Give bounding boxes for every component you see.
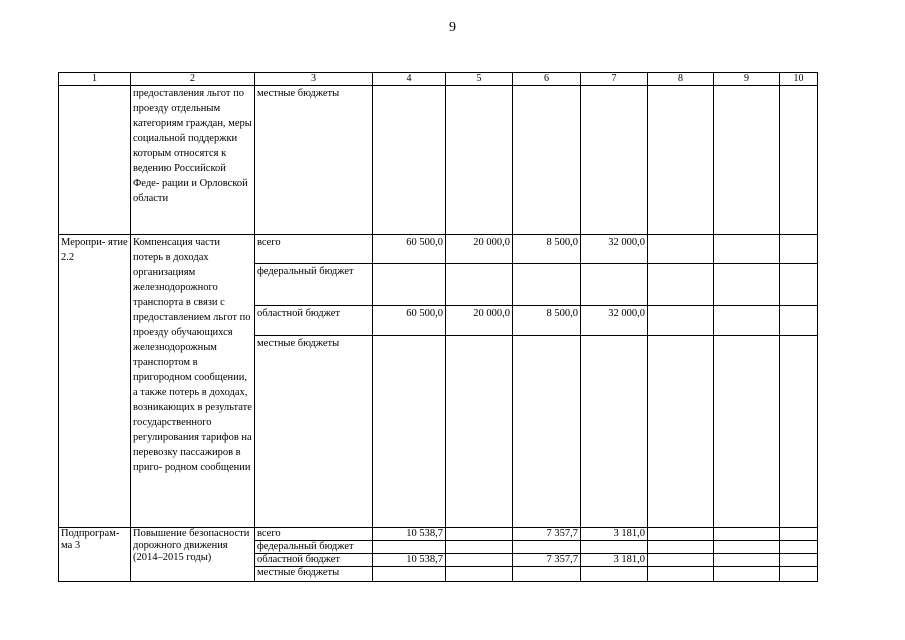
value-cell <box>780 336 818 528</box>
value-cell <box>714 306 780 336</box>
header-row <box>59 73 818 86</box>
value-cell <box>446 86 513 235</box>
value-cell <box>714 86 780 235</box>
value-cell <box>581 86 648 235</box>
value-cell <box>780 264 818 306</box>
value-cell <box>648 567 714 582</box>
item-description: Компенсация части потерь в доходах организациям железнодорожного транспорта в связи с предоставлением льгот по проезду обучающихся железнодорожным транспортом в пригородном сообщении, а также потерь в доходах, возникающих в результате государственного регулирования тарифов на перевозку пассажиров в приго- родном сообщении <box>131 235 255 528</box>
value-cell <box>780 541 818 554</box>
column-header: 2 <box>131 73 255 86</box>
value-cell <box>581 264 648 306</box>
column-header: 1 <box>59 73 131 86</box>
funding-source: областной бюджет <box>255 306 373 336</box>
column-header: 4 <box>373 73 446 86</box>
value-cell: 60 500,0 <box>373 235 446 264</box>
funding-source: федеральный бюджет <box>255 264 373 306</box>
value-cell <box>446 336 513 528</box>
value-cell: 32 000,0 <box>581 306 648 336</box>
value-cell <box>446 554 513 567</box>
column-header: 9 <box>714 73 780 86</box>
funding-source: федеральный бюджет <box>255 541 373 554</box>
column-header: 10 <box>780 73 818 86</box>
column-header: 5 <box>446 73 513 86</box>
table-row <box>59 528 818 541</box>
value-cell <box>714 541 780 554</box>
value-cell <box>780 306 818 336</box>
column-header: 8 <box>648 73 714 86</box>
item-code-cell: Меропри- ятие 2.2 <box>59 235 131 528</box>
value-cell: 3 181,0 <box>581 554 648 567</box>
value-cell: 8 500,0 <box>513 235 581 264</box>
value-cell <box>714 235 780 264</box>
column-header: 3 <box>255 73 373 86</box>
value-cell <box>648 554 714 567</box>
value-cell <box>581 567 648 582</box>
value-cell <box>513 264 581 306</box>
funding-source: местные бюджеты <box>255 567 373 582</box>
value-cell <box>446 567 513 582</box>
item-description: предоставления льгот по проезду отдельным категориям граждан, меры социальной поддержки которым относятся к ведению Российской Феде- рации и Орловской области <box>131 86 255 235</box>
value-cell: 32 000,0 <box>581 235 648 264</box>
value-cell <box>373 541 446 554</box>
value-cell: 8 500,0 <box>513 306 581 336</box>
value-cell <box>714 336 780 528</box>
value-cell <box>714 567 780 582</box>
value-cell <box>373 336 446 528</box>
table-row <box>59 235 818 264</box>
value-cell <box>513 86 581 235</box>
funding-source: местные бюджеты <box>255 336 373 528</box>
value-cell: 20 000,0 <box>446 235 513 264</box>
page-number: 9 <box>449 20 456 35</box>
item-code-cell: Подпрограм- ма 3 <box>59 528 131 582</box>
value-cell <box>373 86 446 235</box>
item-description: Повышение безопасности дорожного движения (2014–2015 годы) <box>131 528 255 582</box>
value-cell <box>648 306 714 336</box>
value-cell <box>780 567 818 582</box>
value-cell: 60 500,0 <box>373 306 446 336</box>
value-cell <box>780 554 818 567</box>
value-cell <box>373 567 446 582</box>
value-cell: 10 538,7 <box>373 554 446 567</box>
value-cell <box>513 336 581 528</box>
value-cell: 10 538,7 <box>373 528 446 541</box>
value-cell: 3 181,0 <box>581 528 648 541</box>
value-cell: 7 357,7 <box>513 554 581 567</box>
funding-source: областной бюджет <box>255 554 373 567</box>
funding-source: местные бюджеты <box>255 86 373 235</box>
value-cell <box>780 86 818 235</box>
value-cell <box>513 541 581 554</box>
value-cell <box>648 336 714 528</box>
table-row <box>59 86 818 235</box>
value-cell <box>648 528 714 541</box>
value-cell: 7 357,7 <box>513 528 581 541</box>
value-cell <box>648 86 714 235</box>
value-cell <box>714 554 780 567</box>
value-cell <box>648 541 714 554</box>
value-cell <box>581 541 648 554</box>
funding-source: всего <box>255 528 373 541</box>
value-cell <box>513 567 581 582</box>
value-cell <box>714 528 780 541</box>
value-cell <box>446 264 513 306</box>
value-cell <box>780 235 818 264</box>
value-cell <box>373 264 446 306</box>
value-cell <box>648 235 714 264</box>
value-cell <box>780 528 818 541</box>
value-cell <box>714 264 780 306</box>
value-cell <box>648 264 714 306</box>
column-header: 6 <box>513 73 581 86</box>
column-header: 7 <box>581 73 648 86</box>
value-cell: 20 000,0 <box>446 306 513 336</box>
budget-table <box>58 72 818 582</box>
funding-source: всего <box>255 235 373 264</box>
value-cell <box>446 528 513 541</box>
value-cell <box>446 541 513 554</box>
value-cell <box>581 336 648 528</box>
item-code-cell <box>59 86 131 235</box>
